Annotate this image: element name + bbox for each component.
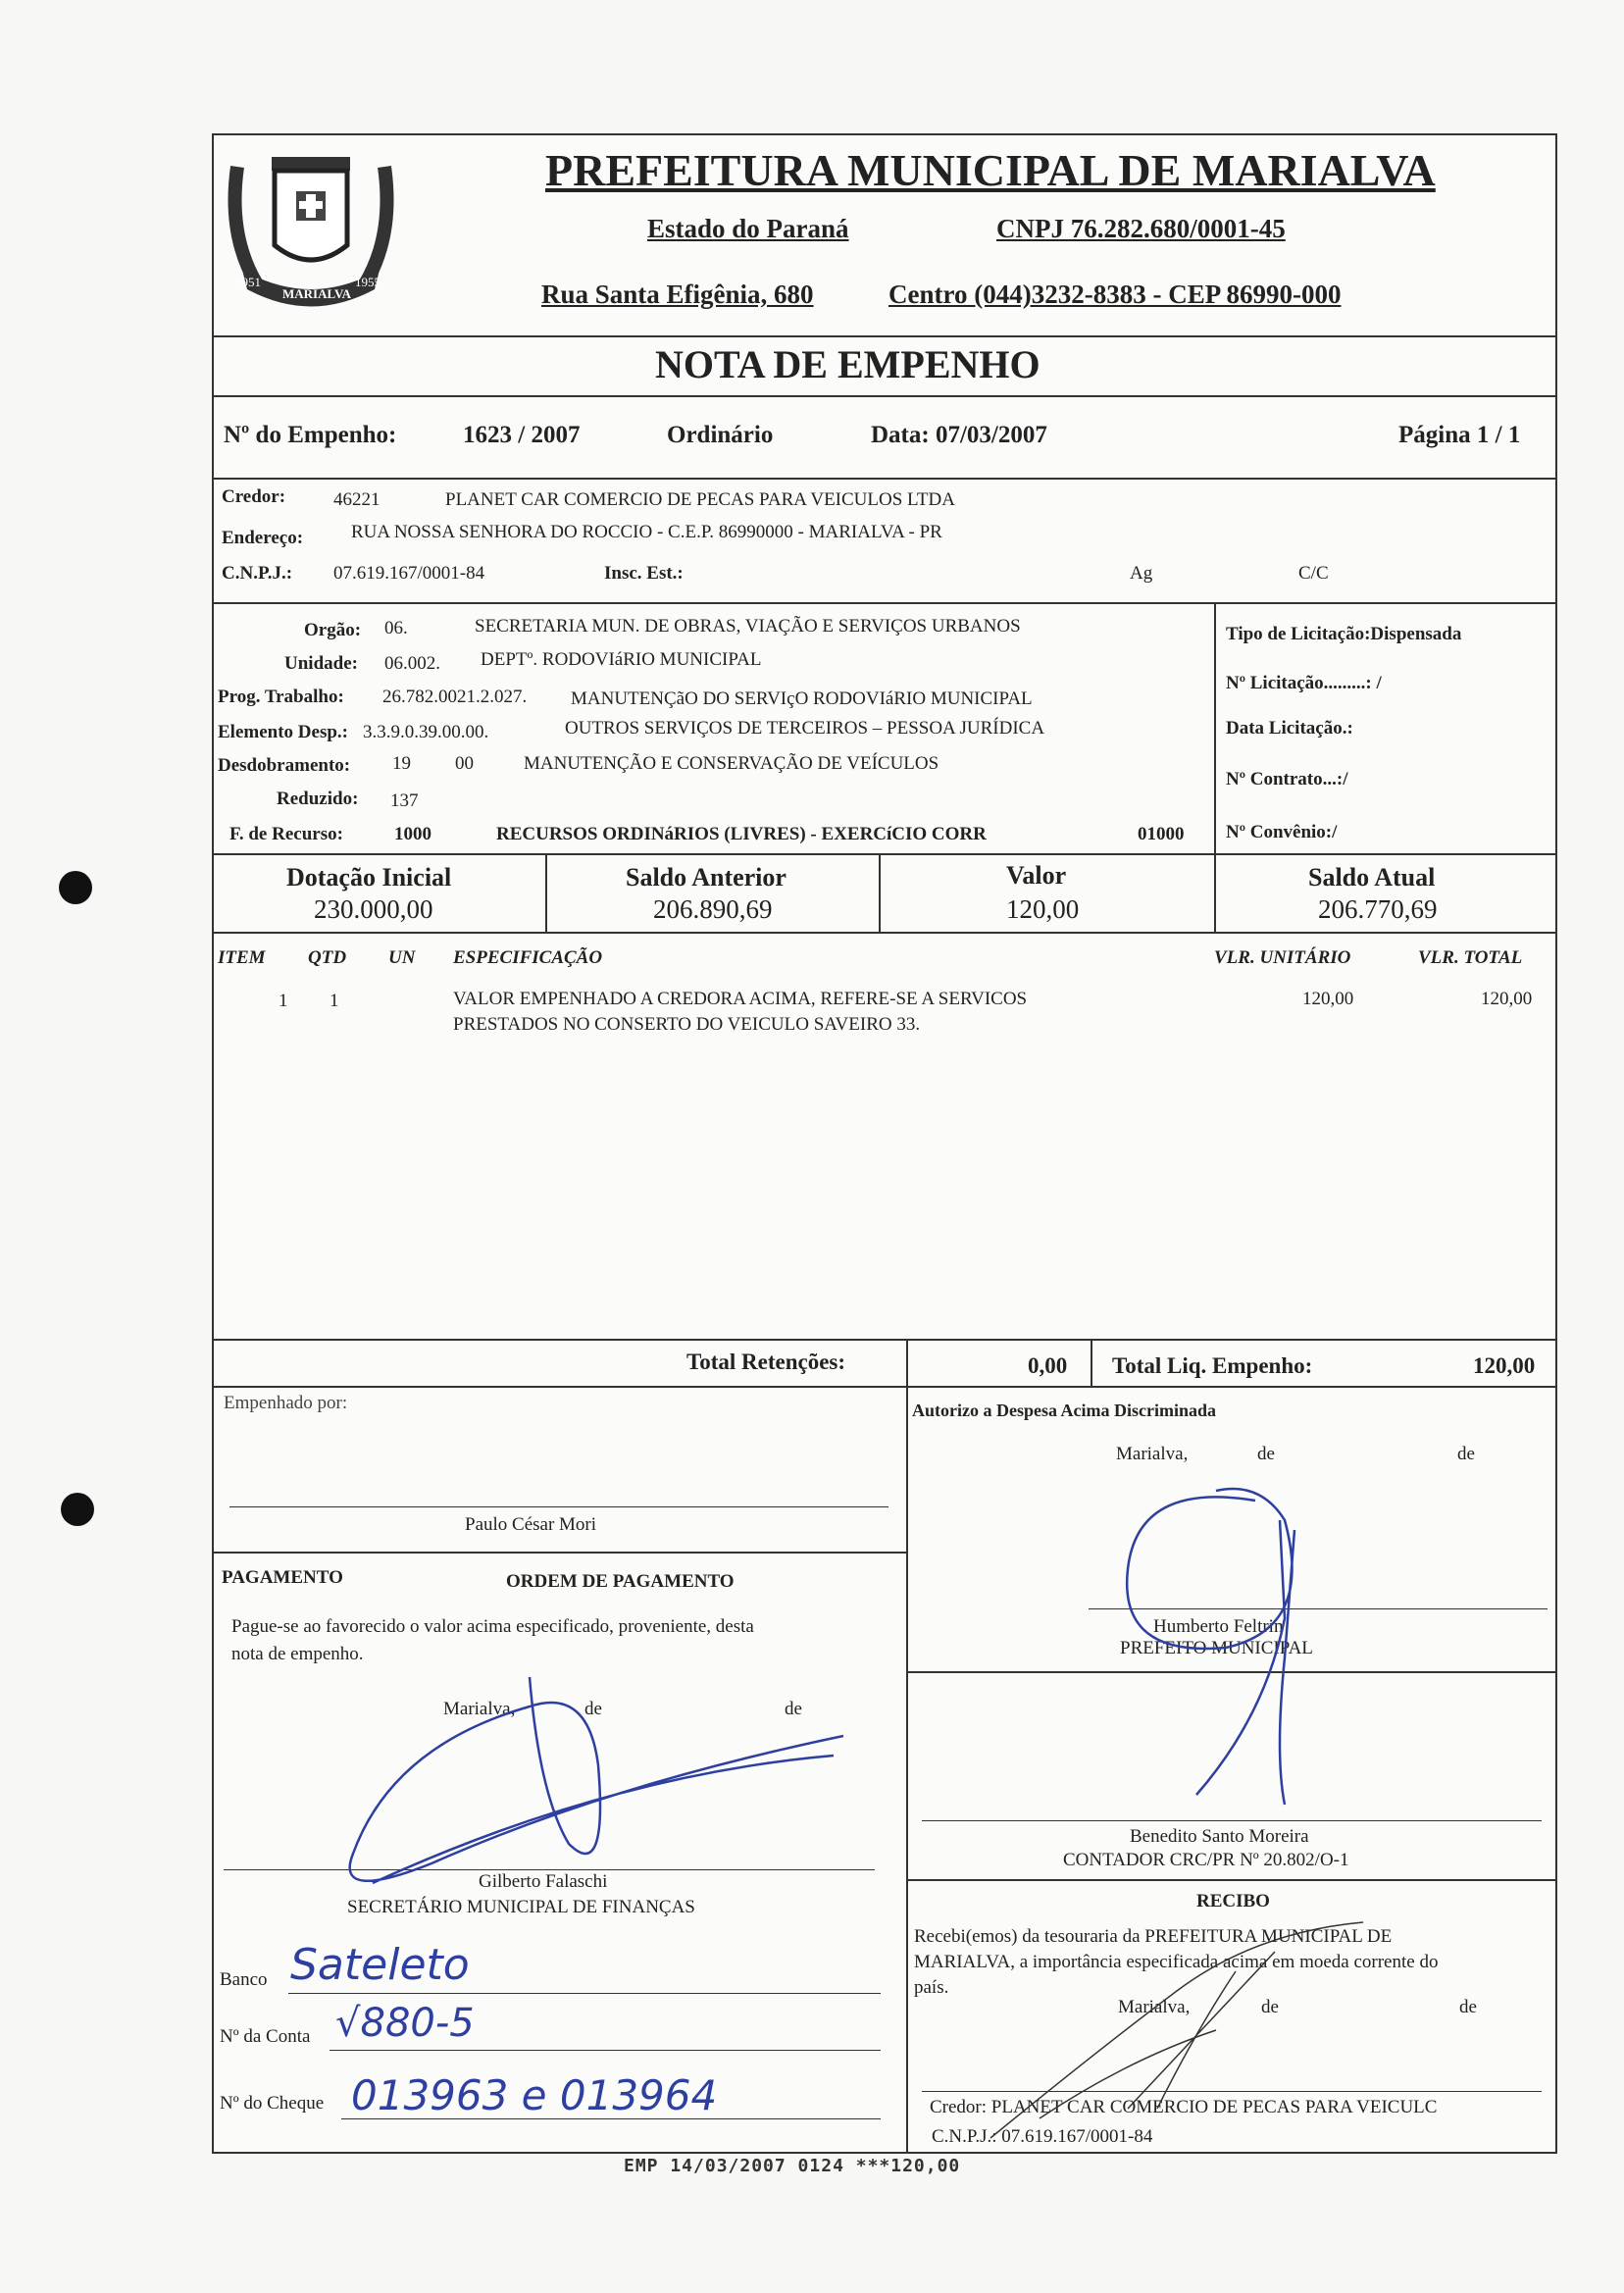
conta-value: √880-5 [335,2001,475,2046]
recibo-cnpj: C.N.P.J.: 07.619.167/0001-84 [932,2126,1153,2147]
dotacao-inicial-label: Dotação Inicial [286,863,452,892]
autorizo-de2: de [1457,1444,1475,1464]
desdobramento-code1: 19 [392,753,411,774]
signature-credor [981,1912,1393,2148]
contador-name: Benedito Santo Moreira [1130,1826,1309,1847]
banco-value: Sateleto [290,1940,470,1990]
unidade-code: 06.002. [384,653,440,674]
empenho-label: Nº do Empenho: [224,422,397,448]
total-retencoes-value: 0,00 [1028,1353,1068,1378]
signature-prefeito [1059,1461,1353,1814]
org-address: Rua Santa Efigênia, 680 [541,280,814,309]
desdobramento-name: MANUTENÇÃO E CONSERVAÇÃO DE VEÍCULOS [524,753,939,774]
empenho-date: Data: 07/03/2007 [871,422,1047,448]
punch-hole-bottom [61,1493,94,1526]
pagamento-de1: de [584,1699,602,1719]
cnpj-label: C.N.P.J.: [222,563,293,584]
autorizo-title: Autorizo a Despesa Acima Discriminada [912,1401,1216,1420]
recibo-title: RECIBO [1196,1891,1270,1911]
signature-secretario [314,1657,863,1912]
contrato-numero: Nº Contrato...:/ [1226,769,1348,790]
secretario-name: Gilberto Falaschi [479,1871,608,1892]
empenho-number: 1623 / 2007 [463,422,581,448]
col-item: ITEM [218,947,266,968]
org-address-rest: Centro (044)3232-8383 - CEP 86990-000 [888,280,1342,309]
recibo-credor: Credor: PLANET CAR COMERCIO DE PECAS PARA VEICULC [930,2097,1438,2117]
orgao-name: SECRETARIA MUN. DE OBRAS, VIAÇÃO E SERVIÇOS URBANOS [475,616,1021,637]
recibo-text-line2: MARIALVA, a importância especificada acima em moeda corrente do [914,1952,1439,1972]
licitacao-tipo: Tipo de Licitação:Dispensada [1226,624,1462,644]
saldo-atual-value: 206.770,69 [1318,894,1438,924]
page-number: Página 1 / 1 [1398,422,1521,448]
unidade-label: Unidade: [284,653,358,674]
recibo-text-line1: Recebi(emos) da tesouraria da PREFEITURA MUNICIPAL DE [914,1926,1393,1947]
contador-role: CONTADOR CRC/PR Nº 20.802/O-1 [1063,1850,1349,1870]
item-qtd: 1 [330,991,339,1011]
item-vlr-unitario: 120,00 [1302,989,1354,1009]
desdobramento-label: Desdobramento: [218,755,351,776]
punch-hole-top [59,871,92,904]
prog-code: 26.782.0021.2.027. [382,687,528,707]
pagamento-text-line2: nota de empenho. [231,1644,364,1664]
licitacao-data: Data Licitação.: [1226,718,1353,739]
recibo-city: Marialva, [1118,1997,1191,2017]
convenio-numero: Nº Convênio:/ [1226,822,1338,842]
fonte-name: RECURSOS ORDINáRIOS (LIVRES) - EXERCíCIO CORR [496,824,987,844]
elemento-code: 3.3.9.0.39.00.00. [363,722,489,742]
col-especificacao: ESPECIFICAÇÃO [453,947,603,968]
elemento-label: Elemento Desp.: [218,722,348,742]
org-name: PREFEITURA MUNICIPAL DE MARIALVA [545,145,1436,195]
orgao-label: Orgão: [304,620,362,640]
ag-label: Ag [1130,563,1153,584]
item-number: 1 [279,991,288,1011]
recibo-text-line3: país. [914,1977,949,1998]
reduzido-label: Reduzido: [277,789,359,809]
reduzido-code: 137 [390,790,419,811]
credor-code: 46221 [333,489,381,510]
empenho-type: Ordinário [667,422,774,448]
state-name: Estado do Paraná [647,214,849,243]
saldo-atual-label: Saldo Atual [1308,863,1436,892]
pagamento-city: Marialva, [443,1699,516,1719]
total-liq-label: Total Liq. Empenho: [1112,1353,1313,1378]
fonte-code: 1000 [394,824,431,844]
ordem-pagamento-title: ORDEM DE PAGAMENTO [506,1571,735,1592]
col-qtd: QTD [308,947,347,968]
pagamento-de2: de [785,1699,802,1719]
dotacao-inicial-value: 230.000,00 [314,894,433,924]
prefeito-role: PREFEITO MUNICIPAL [1120,1638,1313,1658]
prog-label: Prog. Trabalho: [218,687,344,707]
credor-name: PLANET CAR COMERCIO DE PECAS PARA VEICULOS LTDA [445,489,955,510]
valor-value: 120,00 [1006,894,1080,924]
saldo-anterior-label: Saldo Anterior [626,863,787,892]
org-cnpj: CNPJ 76.282.680/0001-45 [996,214,1286,243]
insc-est-label: Insc. Est.: [604,563,684,584]
prefeito-name: Humberto Feltrin [1153,1616,1284,1637]
total-retencoes-label: Total Retenções: [686,1350,846,1374]
col-vlr-total: VLR. TOTAL [1418,947,1523,968]
fonte-code2: 01000 [1138,824,1185,844]
pagamento-title: PAGAMENTO [222,1567,343,1588]
recibo-de2: de [1459,1997,1477,2017]
item-vlr-total: 120,00 [1481,989,1533,1009]
autorizo-city: Marialva, [1116,1444,1189,1464]
elemento-name: OUTROS SERVIÇOS DE TERCEIROS – PESSOA JURÍDICA [565,718,1045,739]
secretario-role: SECRETÁRIO MUNICIPAL DE FINANÇAS [347,1897,695,1917]
cnpj-value: 07.619.167/0001-84 [333,563,485,584]
valor-label: Valor [1006,861,1067,890]
cc-label: C/C [1298,563,1329,584]
endereco-value: RUA NOSSA SENHORA DO ROCCIO - C.E.P. 86990000 - MARIALVA - PR [351,522,942,542]
municipal-crest [218,137,404,333]
col-un: UN [388,947,416,968]
desdobramento-code2: 00 [455,753,474,774]
document-title: NOTA DE EMPENHO [655,342,1040,386]
empenhado-label: Empenhado por: [224,1393,348,1413]
cheque-label: Nº do Cheque [220,2093,325,2114]
total-liq-value: 120,00 [1473,1353,1536,1378]
crest-banner-text: MARIALVA [282,286,352,301]
orgao-code: 06. [384,618,408,638]
col-vlr-unitario: VLR. UNITÁRIO [1214,947,1351,968]
banco-label: Banco [220,1969,268,1990]
machine-stamp: EMP 14/03/2007 0124 ***120,00 [624,2156,961,2176]
crest-year-right: 1955 [355,275,381,289]
prog-name: MANUTENÇãO DO SERVIçO RODOVIáRIO MUNICIPAL [571,688,1033,709]
credor-label: Credor: [222,486,286,507]
recibo-de1: de [1261,1997,1279,2017]
crest-year-left: 1951 [235,275,261,289]
empenhado-name: Paulo César Mori [465,1514,597,1535]
pagamento-text-line1: Pague-se ao favorecido o valor acima especificado, proveniente, desta [231,1616,754,1637]
item-desc-line1: VALOR EMPENHADO A CREDORA ACIMA, REFERE-SE A SERVICOS [453,989,1028,1009]
saldo-anterior-value: 206.890,69 [653,894,773,924]
autorizo-de1: de [1257,1444,1275,1464]
fonte-label: F. de Recurso: [229,824,343,844]
endereco-label: Endereço: [222,528,304,548]
item-desc-line2: PRESTADOS NO CONSERTO DO VEICULO SAVEIRO 33. [453,1014,921,1035]
conta-label: Nº da Conta [220,2026,311,2047]
unidade-name: DEPTº. RODOVIáRIO MUNICIPAL [481,649,762,670]
cheque-value: 013963 e 013964 [351,2071,718,2119]
licitacao-numero: Nº Licitação.........: / [1226,673,1382,693]
